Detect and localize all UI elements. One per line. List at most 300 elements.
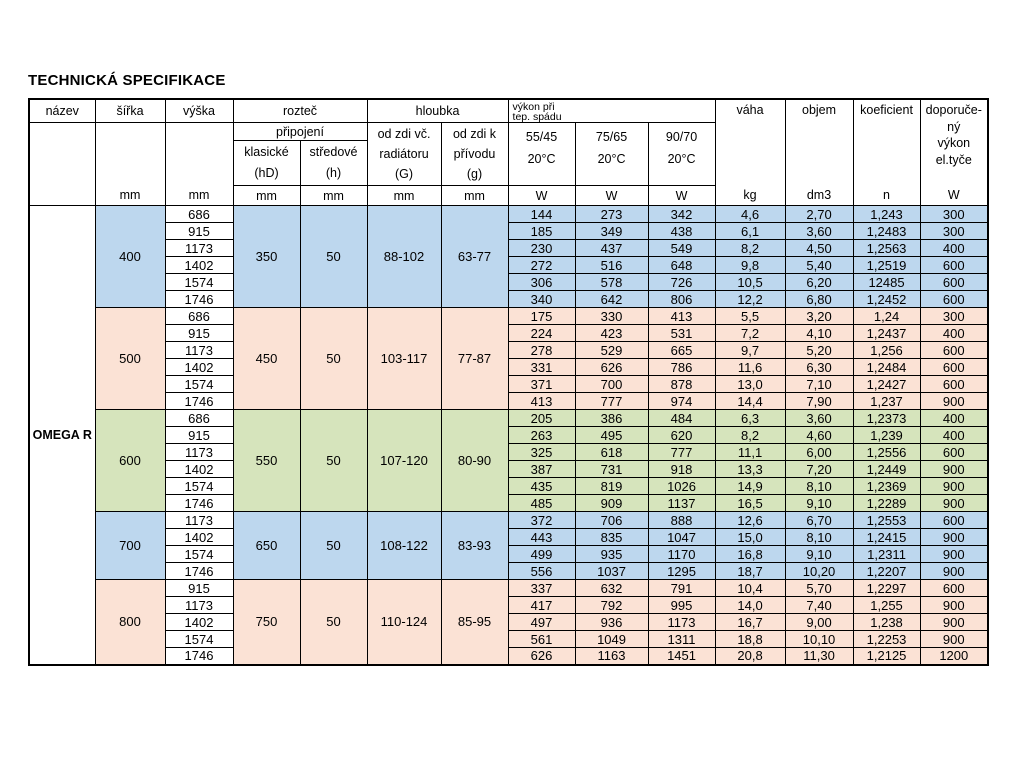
- objem-cell: 7,90: [785, 393, 853, 410]
- vykon-9070-cell: 1311: [648, 631, 715, 648]
- vykon-5545-cell: 230: [508, 240, 575, 257]
- vykon-5545-cell: 205: [508, 410, 575, 427]
- table-row: [29, 257, 988, 274]
- header-doporuceny-line2: ný: [947, 119, 961, 134]
- vykon-7565-cell: 423: [575, 325, 648, 342]
- vykon-9070-cell: 531: [648, 325, 715, 342]
- vykon-7565-cell: 1163: [575, 648, 648, 665]
- sirka-cell: 600: [95, 410, 165, 512]
- objem-cell: 6,70: [785, 512, 853, 529]
- header-od-zdi-k-line2: přívodu: [453, 147, 496, 161]
- vykon-9070-cell: 918: [648, 461, 715, 478]
- vykon-7565-cell: 529: [575, 342, 648, 359]
- koeficient-cell: 1,2484: [853, 359, 920, 376]
- doporuceny-vykon-cell: 900: [920, 529, 988, 546]
- header-od-zdi-vc-line2: radiátoru: [379, 147, 429, 161]
- vaha-cell: 9,7: [715, 342, 785, 359]
- vykon-7565-cell: 632: [575, 580, 648, 597]
- unit-w-9070: W: [648, 186, 715, 206]
- vaha-cell: 15,0: [715, 529, 785, 546]
- table-row: [29, 546, 988, 563]
- vykon-9070-cell: 1173: [648, 614, 715, 631]
- table-row: [29, 597, 988, 614]
- doporuceny-vykon-cell: 900: [920, 597, 988, 614]
- objem-cell: 11,30: [785, 648, 853, 665]
- header-od-zdi-k: [441, 123, 508, 186]
- doporuceny-vykon-cell: 600: [920, 444, 988, 461]
- objem-cell: 5,20: [785, 342, 853, 359]
- vaha-cell: 5,5: [715, 308, 785, 325]
- header-grad-5545: [508, 123, 575, 186]
- objem-cell: 4,50: [785, 240, 853, 257]
- vykon-5545-cell: 263: [508, 427, 575, 444]
- vykon-7565-cell: 273: [575, 206, 648, 223]
- vyska-cell: 1402: [165, 359, 233, 376]
- table-row: [29, 580, 988, 597]
- doporuceny-vykon-cell: 900: [920, 461, 988, 478]
- koeficient-cell: 1,2289: [853, 495, 920, 512]
- vyska-cell: 1574: [165, 478, 233, 495]
- table-row: [29, 444, 988, 461]
- unit-w-5545: W: [508, 186, 575, 206]
- unit-stredove: mm: [300, 186, 367, 206]
- vykon-7565-cell: 516: [575, 257, 648, 274]
- koeficient-cell: 1,2553: [853, 512, 920, 529]
- table-row: [29, 308, 988, 325]
- unit-vyska: mm: [165, 186, 233, 206]
- doporuceny-vykon-cell: 900: [920, 393, 988, 410]
- hloubka-privod-cell: 80-90: [441, 410, 508, 512]
- table-row: [29, 342, 988, 359]
- doporuceny-vykon-cell: 300: [920, 223, 988, 240]
- doporuceny-vykon-cell: 400: [920, 410, 988, 427]
- vaha-cell: 9,8: [715, 257, 785, 274]
- doporuceny-vykon-cell: 900: [920, 563, 988, 580]
- vykon-5545-cell: 337: [508, 580, 575, 597]
- hloubka-radiator-cell: 110-124: [367, 580, 441, 665]
- vykon-5545-cell: 331: [508, 359, 575, 376]
- table-row: [29, 614, 988, 631]
- doporuceny-vykon-cell: 600: [920, 580, 988, 597]
- unit-hloubka-g: mm: [367, 186, 441, 206]
- vykon-9070-cell: 1451: [648, 648, 715, 665]
- vykon-5545-cell: 325: [508, 444, 575, 461]
- vykon-5545-cell: 372: [508, 512, 575, 529]
- table-row: [29, 359, 988, 376]
- objem-cell: 2,70: [785, 206, 853, 223]
- vykon-5545-cell: 144: [508, 206, 575, 223]
- objem-cell: 4,60: [785, 427, 853, 444]
- objem-cell: 5,70: [785, 580, 853, 597]
- doporuceny-vykon-cell: 400: [920, 325, 988, 342]
- vykon-5545-cell: 499: [508, 546, 575, 563]
- table-row: [29, 563, 988, 580]
- spec-table: [28, 98, 989, 666]
- table-header: [29, 99, 988, 206]
- vaha-cell: 11,1: [715, 444, 785, 461]
- doporuceny-vykon-cell: 1200: [920, 648, 988, 665]
- vyska-cell: 1746: [165, 291, 233, 308]
- table-row: [29, 393, 988, 410]
- objem-cell: 10,10: [785, 631, 853, 648]
- vyska-cell: 1574: [165, 631, 233, 648]
- vykon-5545-cell: 185: [508, 223, 575, 240]
- vaha-cell: 10,5: [715, 274, 785, 291]
- table-row: [29, 376, 988, 393]
- header-doporuceny: [920, 99, 988, 186]
- vaha-cell: 12,2: [715, 291, 785, 308]
- header-empty-nazev: [29, 123, 95, 186]
- vykon-5545-cell: 340: [508, 291, 575, 308]
- vyska-cell: 1402: [165, 461, 233, 478]
- koeficient-cell: 1,237: [853, 393, 920, 410]
- vaha-cell: 20,8: [715, 648, 785, 665]
- vykon-7565-cell: 578: [575, 274, 648, 291]
- koeficient-cell: 1,2563: [853, 240, 920, 257]
- header-sirka: šířka: [95, 99, 165, 123]
- doporuceny-vykon-cell: 600: [920, 291, 988, 308]
- vykon-9070-cell: 648: [648, 257, 715, 274]
- header-klasicke-line2: (hD): [254, 166, 279, 180]
- roztec-klasicke-cell: 450: [233, 308, 300, 410]
- koeficient-cell: 1,2437: [853, 325, 920, 342]
- koeficient-cell: 1,2427: [853, 376, 920, 393]
- vykon-7565-cell: 386: [575, 410, 648, 427]
- table-row: [29, 291, 988, 308]
- vykon-9070-cell: 549: [648, 240, 715, 257]
- koeficient-cell: 1,2311: [853, 546, 920, 563]
- roztec-stredove-cell: 50: [300, 206, 367, 308]
- vaha-cell: 8,2: [715, 427, 785, 444]
- doporuceny-vykon-cell: 900: [920, 614, 988, 631]
- vykon-9070-cell: 342: [648, 206, 715, 223]
- vykon-9070-cell: 1026: [648, 478, 715, 495]
- table-row: [29, 410, 988, 427]
- header-klasicke-line1: klasické: [244, 145, 289, 159]
- vykon-7565-cell: 642: [575, 291, 648, 308]
- doporuceny-vykon-cell: 900: [920, 495, 988, 512]
- doporuceny-vykon-cell: 400: [920, 427, 988, 444]
- vykon-9070-cell: 665: [648, 342, 715, 359]
- koeficient-cell: 1,2519: [853, 257, 920, 274]
- vaha-cell: 10,4: [715, 580, 785, 597]
- product-name: OMEGA R: [29, 206, 95, 665]
- vykon-7565-cell: 909: [575, 495, 648, 512]
- hloubka-radiator-cell: 88-102: [367, 206, 441, 308]
- table-body: [29, 206, 988, 665]
- vykon-7565-cell: 731: [575, 461, 648, 478]
- koeficient-cell: 1,2253: [853, 631, 920, 648]
- roztec-klasicke-cell: 550: [233, 410, 300, 512]
- vaha-cell: 12,6: [715, 512, 785, 529]
- vykon-9070-cell: 413: [648, 308, 715, 325]
- koeficient-cell: 1,256: [853, 342, 920, 359]
- vyska-cell: 1574: [165, 376, 233, 393]
- header-klasicke: [233, 141, 300, 186]
- doporuceny-vykon-cell: 600: [920, 274, 988, 291]
- unit-hloubka-privod: mm: [441, 186, 508, 206]
- vykon-7565-cell: 330: [575, 308, 648, 325]
- objem-cell: 7,20: [785, 461, 853, 478]
- vyska-cell: 1402: [165, 529, 233, 546]
- roztec-klasicke-cell: 750: [233, 580, 300, 665]
- hloubka-privod-cell: 63-77: [441, 206, 508, 308]
- vaha-cell: 13,0: [715, 376, 785, 393]
- vyska-cell: 1746: [165, 563, 233, 580]
- table-row: [29, 648, 988, 665]
- vaha-cell: 13,3: [715, 461, 785, 478]
- header-grad-7565-label: 75/65: [595, 130, 628, 144]
- vykon-7565-cell: 792: [575, 597, 648, 614]
- unit-kg: kg: [715, 186, 785, 206]
- roztec-stredove-cell: 50: [300, 410, 367, 512]
- vykon-9070-cell: 888: [648, 512, 715, 529]
- header-vykon-line2: tep. spádu: [512, 111, 562, 123]
- vyska-cell: 1173: [165, 444, 233, 461]
- vykon-5545-cell: 413: [508, 393, 575, 410]
- table-row: [29, 223, 988, 240]
- sirka-cell: 500: [95, 308, 165, 410]
- objem-cell: 3,60: [785, 223, 853, 240]
- vykon-9070-cell: 1047: [648, 529, 715, 546]
- page-title: TECHNICKÁ SPECIFIKACE: [28, 72, 226, 89]
- koeficient-cell: 1,2207: [853, 563, 920, 580]
- objem-cell: 9,00: [785, 614, 853, 631]
- table-row: [29, 512, 988, 529]
- koeficient-cell: 1,2452: [853, 291, 920, 308]
- vykon-7565-cell: 936: [575, 614, 648, 631]
- vykon-9070-cell: 726: [648, 274, 715, 291]
- header-row-1: [29, 99, 988, 123]
- unit-w-dop: W: [920, 186, 988, 206]
- vykon-9070-cell: 1170: [648, 546, 715, 563]
- vyska-cell: 1574: [165, 274, 233, 291]
- vyska-cell: 1402: [165, 614, 233, 631]
- header-doporuceny-line1: doporuče-: [925, 103, 982, 117]
- vyska-cell: 915: [165, 325, 233, 342]
- vyska-cell: 1173: [165, 597, 233, 614]
- vykon-5545-cell: 272: [508, 257, 575, 274]
- header-stredove: [300, 141, 367, 186]
- doporuceny-vykon-cell: 300: [920, 308, 988, 325]
- objem-cell: 10,20: [785, 563, 853, 580]
- header-pripojeni: připojení: [233, 123, 367, 141]
- vaha-cell: 14,0: [715, 597, 785, 614]
- hloubka-radiator-cell: 103-117: [367, 308, 441, 410]
- vaha-cell: 16,8: [715, 546, 785, 563]
- roztec-stredove-cell: 50: [300, 512, 367, 580]
- table-row: [29, 325, 988, 342]
- header-stredove-line1: středové: [309, 145, 358, 159]
- objem-cell: 8,10: [785, 529, 853, 546]
- vykon-9070-cell: 791: [648, 580, 715, 597]
- unit-klasicke: mm: [233, 186, 300, 206]
- header-hloubka: hloubka: [367, 99, 508, 123]
- vykon-9070-cell: 995: [648, 597, 715, 614]
- header-vaha: váha: [715, 99, 785, 186]
- header-grad-9070-temp: 20°C: [667, 152, 696, 166]
- vyska-cell: 915: [165, 223, 233, 240]
- roztec-stredove-cell: 50: [300, 580, 367, 665]
- table-row: [29, 461, 988, 478]
- objem-cell: 6,00: [785, 444, 853, 461]
- vykon-9070-cell: 878: [648, 376, 715, 393]
- unit-w-7565: W: [575, 186, 648, 206]
- vyska-cell: 915: [165, 427, 233, 444]
- vykon-5545-cell: 306: [508, 274, 575, 291]
- koeficient-cell: 1,2556: [853, 444, 920, 461]
- objem-cell: 5,40: [785, 257, 853, 274]
- koeficient-cell: 1,239: [853, 427, 920, 444]
- header-doporuceny-line3: výkon: [937, 136, 971, 150]
- objem-cell: 9,10: [785, 495, 853, 512]
- vykon-5545-cell: 278: [508, 342, 575, 359]
- vykon-9070-cell: 777: [648, 444, 715, 461]
- table-row: [29, 529, 988, 546]
- vykon-7565-cell: 437: [575, 240, 648, 257]
- header-vykon-line1: výkon při: [512, 101, 555, 113]
- header-doporuceny-line4: el.tyče: [935, 152, 972, 167]
- vykon-9070-cell: 438: [648, 223, 715, 240]
- vykon-7565-cell: 835: [575, 529, 648, 546]
- hloubka-privod-cell: 83-93: [441, 512, 508, 580]
- doporuceny-vykon-cell: 900: [920, 478, 988, 495]
- vyska-cell: 686: [165, 410, 233, 427]
- roztec-klasicke-cell: 650: [233, 512, 300, 580]
- vykon-9070-cell: 786: [648, 359, 715, 376]
- vaha-cell: 16,5: [715, 495, 785, 512]
- doporuceny-vykon-cell: 600: [920, 512, 988, 529]
- koeficient-cell: 1,2125: [853, 648, 920, 665]
- vykon-7565-cell: 626: [575, 359, 648, 376]
- vyska-cell: 1173: [165, 512, 233, 529]
- vykon-5545-cell: 435: [508, 478, 575, 495]
- vyska-cell: 1402: [165, 257, 233, 274]
- koeficient-cell: 12485: [853, 274, 920, 291]
- vykon-9070-cell: 1137: [648, 495, 715, 512]
- vykon-9070-cell: 620: [648, 427, 715, 444]
- table-row: [29, 274, 988, 291]
- koeficient-cell: 1,243: [853, 206, 920, 223]
- header-grad-9070: [648, 123, 715, 186]
- hloubka-radiator-cell: 108-122: [367, 512, 441, 580]
- sirka-cell: 700: [95, 512, 165, 580]
- koeficient-cell: 1,2449: [853, 461, 920, 478]
- table-row: [29, 206, 988, 223]
- header-empty-sirka: [95, 123, 165, 186]
- header-grad-7565: [575, 123, 648, 186]
- vykon-9070-cell: 974: [648, 393, 715, 410]
- doporuceny-vykon-cell: 300: [920, 206, 988, 223]
- vykon-5545-cell: 371: [508, 376, 575, 393]
- header-vyska: výška: [165, 99, 233, 123]
- koeficient-cell: 1,2415: [853, 529, 920, 546]
- vaha-cell: 14,4: [715, 393, 785, 410]
- table-row: [29, 631, 988, 648]
- koeficient-cell: 1,2297: [853, 580, 920, 597]
- koeficient-cell: 1,24: [853, 308, 920, 325]
- vykon-5545-cell: 626: [508, 648, 575, 665]
- header-od-zdi-vc: [367, 123, 441, 186]
- koeficient-cell: 1,255: [853, 597, 920, 614]
- hloubka-privod-cell: 77-87: [441, 308, 508, 410]
- vykon-5545-cell: 497: [508, 614, 575, 631]
- doporuceny-vykon-cell: 600: [920, 257, 988, 274]
- objem-cell: 3,20: [785, 308, 853, 325]
- header-grad-5545-label: 55/45: [525, 130, 558, 144]
- vykon-5545-cell: 175: [508, 308, 575, 325]
- vykon-7565-cell: 618: [575, 444, 648, 461]
- vykon-5545-cell: 556: [508, 563, 575, 580]
- vaha-cell: 11,6: [715, 359, 785, 376]
- vyska-cell: 915: [165, 580, 233, 597]
- unit-n: n: [853, 186, 920, 206]
- header-empty-vyska: [165, 123, 233, 186]
- header-vykon: [508, 99, 715, 123]
- objem-cell: 6,30: [785, 359, 853, 376]
- doporuceny-vykon-cell: 600: [920, 359, 988, 376]
- vykon-9070-cell: 484: [648, 410, 715, 427]
- vyska-cell: 686: [165, 308, 233, 325]
- header-roztec: rozteč: [233, 99, 367, 123]
- doporuceny-vykon-cell: 900: [920, 631, 988, 648]
- table-row: [29, 427, 988, 444]
- header-grad-9070-label: 90/70: [665, 130, 698, 144]
- vykon-7565-cell: 1037: [575, 563, 648, 580]
- objem-cell: 4,10: [785, 325, 853, 342]
- vykon-7565-cell: 706: [575, 512, 648, 529]
- vyska-cell: 686: [165, 206, 233, 223]
- table-row: [29, 478, 988, 495]
- koeficient-cell: 1,2373: [853, 410, 920, 427]
- vyska-cell: 1746: [165, 495, 233, 512]
- unit-dm3: dm3: [785, 186, 853, 206]
- vykon-5545-cell: 387: [508, 461, 575, 478]
- vaha-cell: 4,6: [715, 206, 785, 223]
- header-objem: objem: [785, 99, 853, 186]
- vykon-7565-cell: 1049: [575, 631, 648, 648]
- header-od-zdi-vc-line1: od zdi vč.: [377, 127, 431, 141]
- vyska-cell: 1574: [165, 546, 233, 563]
- unit-empty: [29, 186, 95, 206]
- koeficient-cell: 1,2369: [853, 478, 920, 495]
- vaha-cell: 6,1: [715, 223, 785, 240]
- vaha-cell: 14,9: [715, 478, 785, 495]
- header-od-zdi-k-line3: (g): [466, 167, 483, 181]
- doporuceny-vykon-cell: 600: [920, 376, 988, 393]
- vykon-7565-cell: 935: [575, 546, 648, 563]
- sirka-cell: 400: [95, 206, 165, 308]
- koeficient-cell: 1,238: [853, 614, 920, 631]
- vykon-5545-cell: 485: [508, 495, 575, 512]
- vaha-cell: 16,7: [715, 614, 785, 631]
- objem-cell: 6,20: [785, 274, 853, 291]
- header-row-units: [29, 186, 988, 206]
- vykon-7565-cell: 349: [575, 223, 648, 240]
- hloubka-radiator-cell: 107-120: [367, 410, 441, 512]
- vykon-7565-cell: 700: [575, 376, 648, 393]
- header-od-zdi-k-line1: od zdi k: [452, 127, 497, 141]
- objem-cell: 7,10: [785, 376, 853, 393]
- header-koeficient: koeficient: [853, 99, 920, 186]
- roztec-klasicke-cell: 350: [233, 206, 300, 308]
- doporuceny-vykon-cell: 400: [920, 240, 988, 257]
- roztec-stredove-cell: 50: [300, 308, 367, 410]
- header-nazev: název: [29, 99, 95, 123]
- vykon-9070-cell: 806: [648, 291, 715, 308]
- vyska-cell: 1173: [165, 240, 233, 257]
- vaha-cell: 7,2: [715, 325, 785, 342]
